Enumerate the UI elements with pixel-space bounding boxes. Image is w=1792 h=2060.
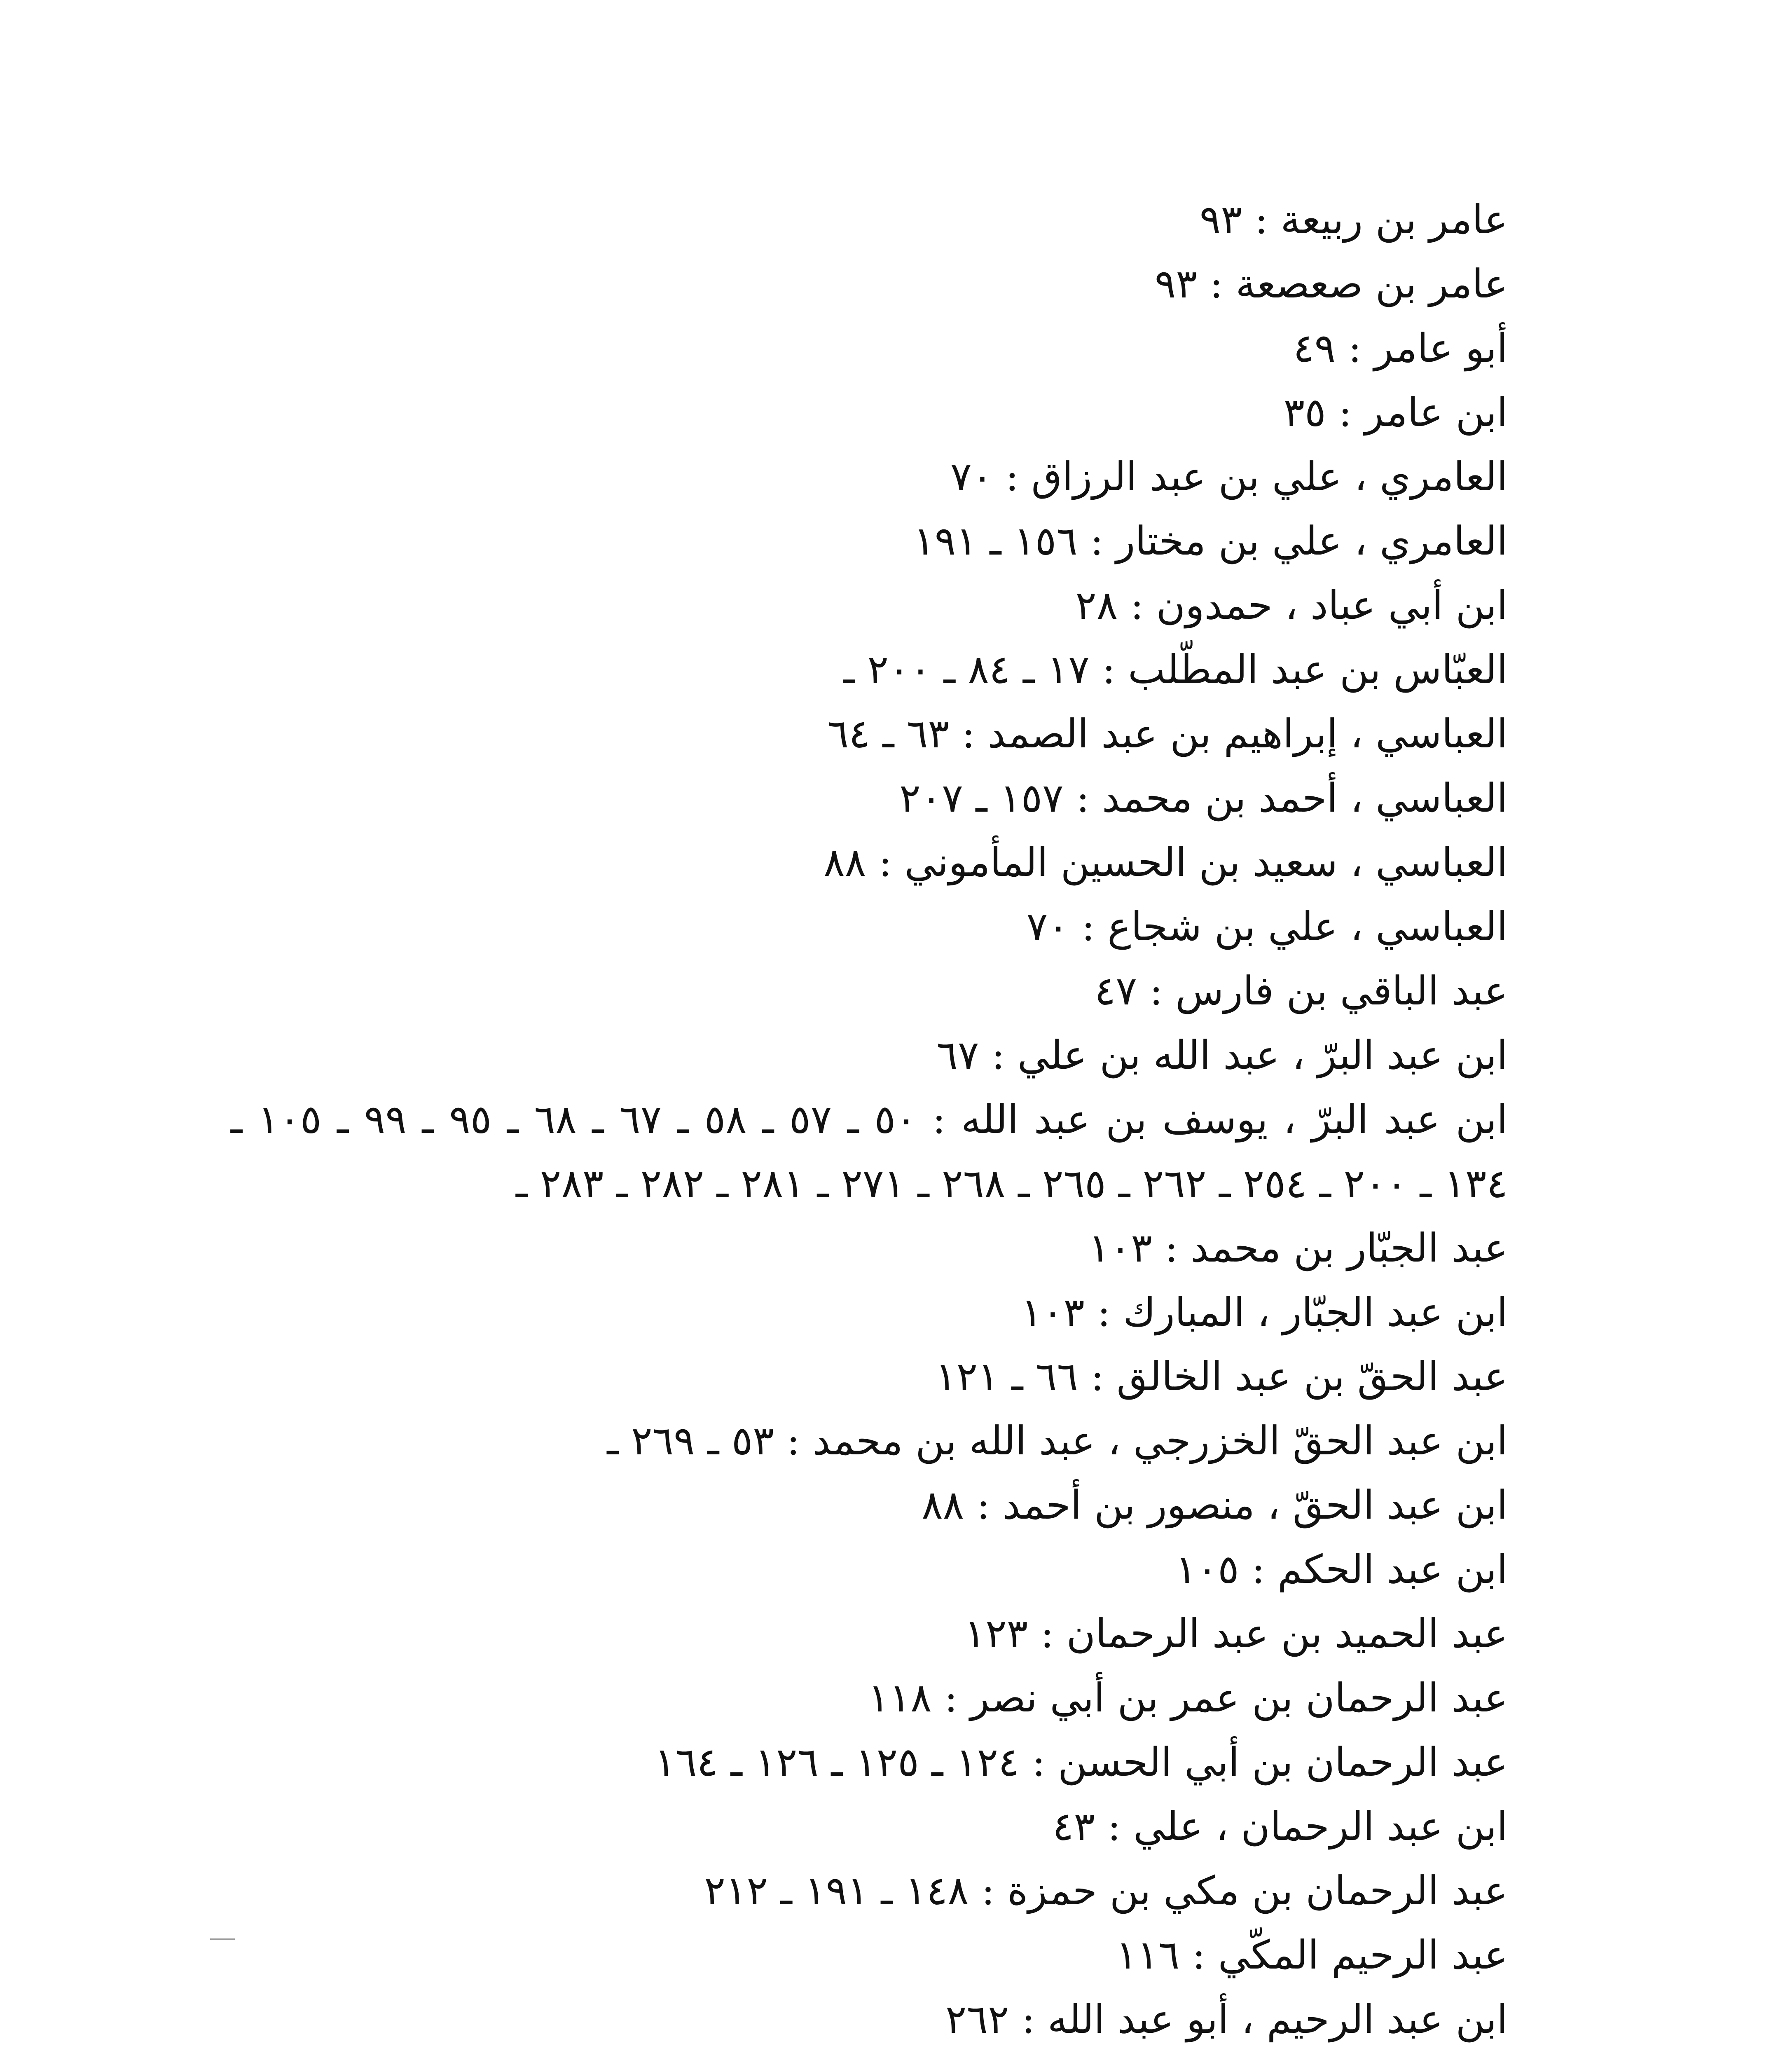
index-entry: العامري ، علي بن عبد الرزاق : ٧٠ — [950, 454, 1508, 500]
index-entry: العباسي ، سعيد بن الحسين المأموني : ٨٨ — [823, 839, 1508, 885]
index-entry: ابن عبد الحكم : ١٠٥ — [1175, 1546, 1508, 1592]
index-entry: عبد الرحمان بن أبي الحسن : ١٢٤ ـ ١٢٥ ـ ١٢٦ ـ ١٦٤ — [654, 1739, 1508, 1785]
margin-mark — [210, 1938, 235, 1940]
index-entry: ابن عامر : ٣٥ — [1283, 389, 1508, 435]
index-entry: ابن عبد البرّ ، عبد الله بن علي : ٦٧ — [936, 1032, 1508, 1078]
index-entry: عبد الرحمان بن مكي بن حمزة : ١٤٨ ـ ١٩١ ـ ٢١٢ — [704, 1868, 1508, 1914]
index-entry: عامر بن ربيعة : ٩٣ — [1199, 197, 1508, 243]
index-entry: عبد الحميد بن عبد الرحمان : ١٢٣ — [964, 1611, 1508, 1657]
index-entry: عبد الرحمان بن عمر بن أبي نصر : ١١٨ — [868, 1675, 1508, 1721]
index-entry: العباسي ، علي بن شجاع : ٧٠ — [1026, 904, 1508, 950]
index-entry: ابن عبد الجبّار ، المبارك : ١٠٣ — [1021, 1289, 1508, 1335]
index-entry-list — [231, 187, 1508, 2051]
index-entry: العباسي ، أحمد بن محمد : ١٥٧ ـ ٢٠٧ — [899, 775, 1508, 821]
index-entry: العامري ، علي بن مختار : ١٥٦ ـ ١٩١ — [913, 518, 1508, 564]
index-entry: عبد الرحيم المكّي : ١١٦ — [1116, 1932, 1508, 1978]
index-entry: ابن عبد الرحمان ، علي : ٤٣ — [1052, 1803, 1508, 1849]
index-entry: ابن عبد الحقّ ، منصور بن أحمد : ٨٨ — [922, 1482, 1508, 1528]
index-entry: العبّاس بن عبد المطّلب : ١٧ ـ ٨٤ ـ ٢٠٠ ـ — [843, 646, 1508, 693]
index-entry: ابن أبي عباد ، حمدون : ٢٨ — [1075, 582, 1508, 628]
index-entry: ابن عبد الرحيم ، أبو عبد الله : ٢٦٢ — [945, 1996, 1508, 2042]
index-entry: عبد الحقّ بن عبد الخالق : ٦٦ ـ ١٢١ — [935, 1353, 1508, 1400]
index-entry: عبد الباقي بن فارس : ٤٧ — [1094, 968, 1508, 1014]
index-entry: عامر بن صعصعة : ٩٣ — [1154, 261, 1508, 307]
index-entry: ابن عبد الحقّ الخزرجي ، عبد الله بن محمد : ٥٣ ـ ٢٦٩ ـ — [607, 1418, 1508, 1464]
index-entry: أبو عامر : ٤٩ — [1293, 325, 1508, 371]
index-entry: العباسي ، إبراهيم بن عبد الصمد : ٦٣ ـ ٦٤ — [827, 711, 1508, 757]
index-entry: عبد الجبّار بن محمد : ١٠٣ — [1088, 1225, 1508, 1271]
index-entry: ابن عبد البرّ ، يوسف بن عبد الله : ٥٠ ـ ٥٧ ـ ٥٨ ـ ٦٧ ـ ٦٨ ـ ٩٥ ـ ٩٩ ـ ١٠٥ ـ ١٣٤ ـ ٢٠٠ ـ ٢٥٤ ـ ٢٦٢ ـ ٢٦٥ ـ ٢٦٨ ـ ٢٧١ ـ ٢٨١ ـ ٢٨٢ ـ ٢٨٣ ـ — [231, 1096, 1508, 1207]
